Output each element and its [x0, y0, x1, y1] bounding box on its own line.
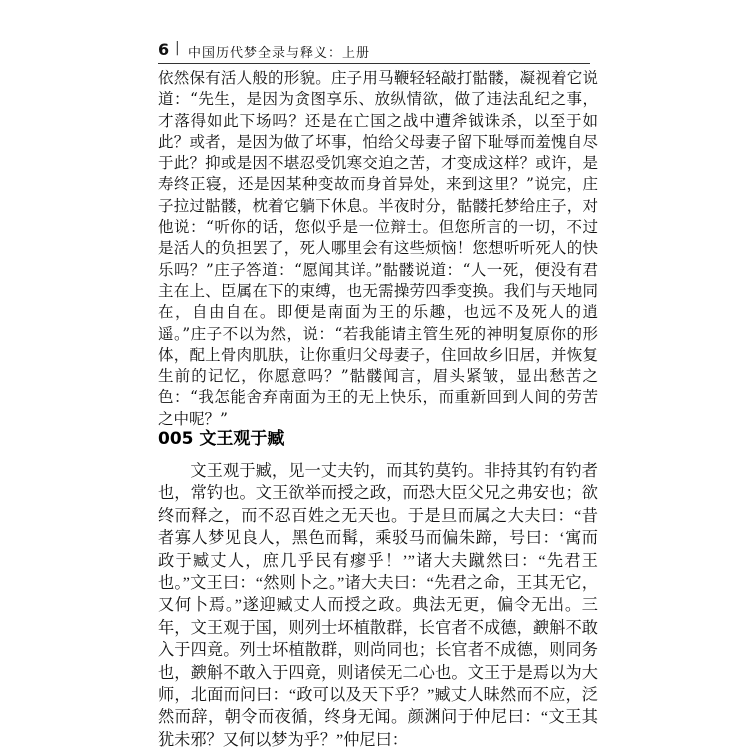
body-paragraph-wenwang: 文王观于臧，见一丈夫钓，而其钓莫钓。非持其钓有钓者也，常钓也。文王欲举而授之政，而恐大臣父兄之弗安也；欲终而释之，而不忍百姓之无天也。于是旦而属之大夫曰：“昔者寡人梦见良人，黑色而髯，乘驳马而偏朱蹄，号曰：‘寓而政于臧丈人，庶几乎民有瘳乎！’”诸大夫蹴然曰：“先君王也。”文王曰：“然则卜之。”诸大夫曰：“先君之命，王其无它，又何卜焉。”遂迎臧丈人而授之政。典法无更，偏令无出。三年，文王观于国，则列士坏植散群，长官者不成德，斔斛不敢入于四竟。列士坏植散群，则尚同也；长官者不成德，则同务也，斔斛不敢入于四竟，则诸侯无二心也。文王于是焉以为大师，北面而问曰：“政可以及天下乎？”臧丈人昧然而不应，泛然而辞，朝令而夜循，终身无闻。颜渊问于仲尼曰：“文王其犹未邪？又何以梦为乎？”仲尼曰：	[158, 462, 598, 749]
header-rule	[158, 63, 590, 64]
book-title: 中国历代梦全录与释义：上册	[188, 46, 371, 61]
section-title: 005 文王观于臧	[158, 429, 285, 449]
header-separator: |	[175, 40, 180, 56]
body-paragraph-zhuangzi: 依然保有活人般的形貌。庄子用马鞭轻轻敲打骷髅，凝视着它说道：“先生，是因为贪图享乐、放纵情欲，做了违法乱纪之事，才落得如此下场吗？还是在亡国之战中遭斧钺诛杀，以至于如此？或者，是因为做了坏事，怕给父母妻子留下耻辱而羞愧自尽于此？抑或是因不堪忍受饥寒交迫之苦，才变成这样？或许，是寿终正寝，还是因某种变故而身首异处，来到这里？”说完，庄子拉过骷髅，枕着它躺下休息。半夜时分，骷髅托梦给庄子，对他说：“听你的话，您似乎是一位辩士。但您所言的一切，不过是活人的负担罢了，死人哪里会有这些烦恼！您想听听死人的快乐吗？”庄子答道：“愿闻其详。”骷髅说道：“人一死，便没有君主在上、臣属在下的束缚，也无需操劳四季变换。我们与天地同在，自由自在。即便是南面为王的乐趣，也远不及死人的逍遥。”庄子不以为然，说：“若我能请主管生死的神明复原你的形体，配上骨肉肌肤，让你重归父母妻子，住回故乡旧居，并恢复生前的记忆，你愿意吗？”骷髅闻言，眉头紧皱，显出愁苦之色：“我怎能舍弃南面为王的无上快乐，而重新回到人间的劳苦之中呢？”	[158, 69, 598, 428]
page-header	[158, 38, 598, 64]
page-number: 6	[158, 40, 170, 59]
